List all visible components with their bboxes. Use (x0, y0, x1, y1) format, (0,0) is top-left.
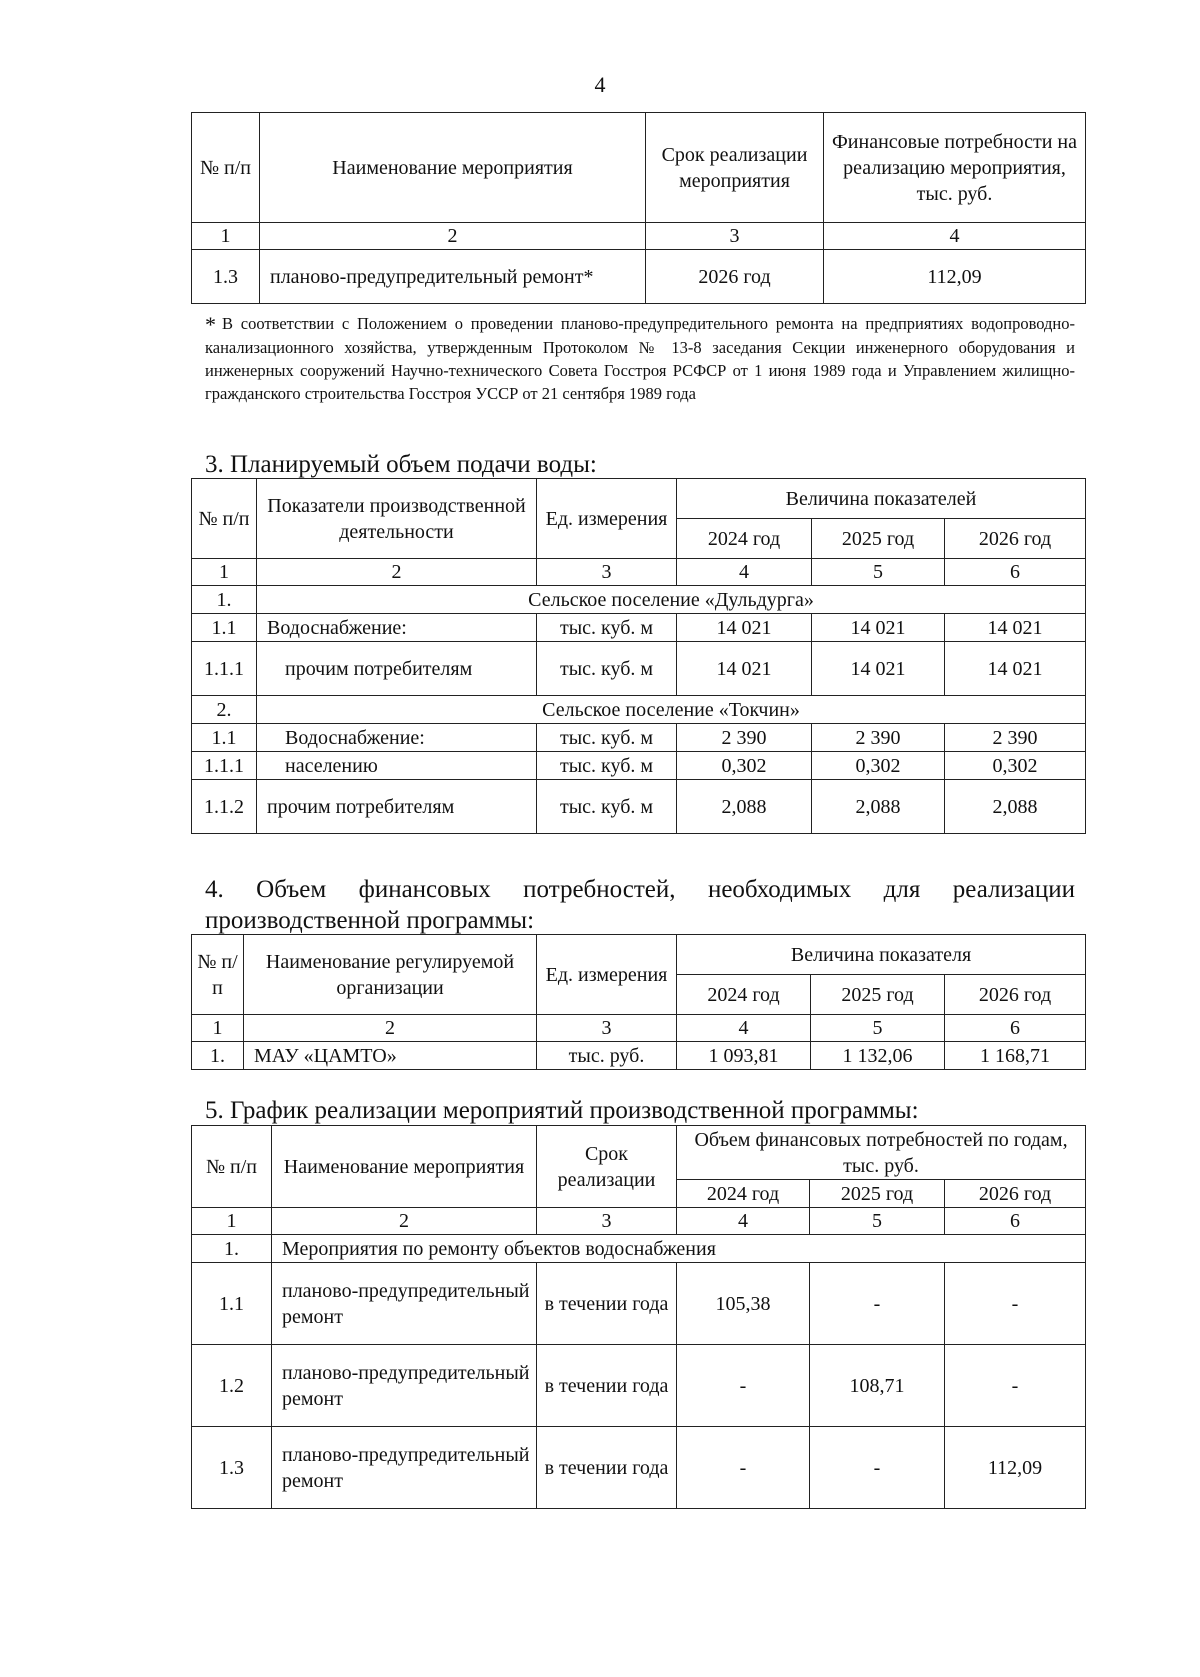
row-num: 1.1 (192, 1263, 272, 1345)
section-3-title: 3. Планируемый объем подачи воды: (205, 451, 597, 478)
row-name: населению (257, 752, 537, 780)
row-num: 1.1 (192, 614, 257, 642)
index-cell: 4 (824, 223, 1086, 250)
header-name: Наименование мероприятия (272, 1126, 537, 1208)
settlement-name: Сельское поселение «Токчин» (257, 696, 1086, 724)
header-year: 2025 год (812, 519, 945, 559)
header-year: 2025 год (811, 975, 945, 1015)
header-num: № п/п (192, 479, 257, 559)
header-values-group: Объем финансовых потребностей по годам, тыс. руб. (677, 1126, 1086, 1180)
row-value: 0,302 (677, 752, 812, 780)
header-year: 2026 год (945, 519, 1086, 559)
settlement-num: 1. (192, 586, 257, 614)
row-name-text: прочим потребителям (285, 657, 473, 680)
header-year: 2025 год (810, 1180, 945, 1208)
header-num: № п/п (192, 113, 260, 223)
row-value: 0,302 (812, 752, 945, 780)
row-num: 1. (192, 1042, 244, 1070)
group-num: 1. (192, 1235, 272, 1263)
index-cell: 2 (257, 559, 537, 586)
header-year: 2024 год (677, 1180, 810, 1208)
index-cell: 1 (192, 1015, 244, 1042)
row-name: планово-предупредительный ремонт* (260, 250, 646, 304)
row-unit: тыс. куб. м (537, 642, 677, 696)
header-name: Наименование мероприятия (260, 113, 646, 223)
index-cell: 2 (260, 223, 646, 250)
header-term: Срок реализации мероприятия (646, 113, 824, 223)
schedule-table (191, 1125, 1086, 1509)
row-term: в течении года (537, 1263, 677, 1345)
row-value: 112,09 (945, 1427, 1086, 1509)
index-cell: 1 (192, 559, 257, 586)
index-cell: 5 (812, 559, 945, 586)
row-name: Водоснабжение: (257, 614, 537, 642)
row-value: - (945, 1345, 1086, 1427)
header-indicator: Показатели производственной деятельности (257, 479, 537, 559)
row-value: 14 021 (945, 642, 1086, 696)
row-value: 2 390 (945, 724, 1086, 752)
index-cell: 3 (537, 1015, 677, 1042)
header-values-group: Величина показателей (677, 479, 1086, 519)
row-value: 14 021 (677, 642, 812, 696)
row-name (257, 642, 537, 696)
header-finance: Финансовые потребности на реализацию мероприятия, тыс. руб. (824, 113, 1086, 223)
footnote-star: * (205, 312, 216, 337)
row-num: 1.3 (192, 1427, 272, 1509)
page-number: 4 (594, 72, 606, 97)
row-value: - (677, 1427, 810, 1509)
row-value: 1 093,81 (677, 1042, 811, 1070)
index-cell: 6 (945, 1208, 1086, 1235)
header-year: 2024 год (677, 975, 811, 1015)
index-cell: 3 (537, 1208, 677, 1235)
header-year: 2026 год (945, 1180, 1086, 1208)
settlement-num: 2. (192, 696, 257, 724)
row-value: 105,38 (677, 1263, 810, 1345)
settlement-name: Сельское поселение «Дульдурга» (257, 586, 1086, 614)
header-unit: Ед. измерения (537, 479, 677, 559)
row-value: 112,09 (824, 250, 1086, 304)
row-unit: тыс. руб. (537, 1042, 677, 1070)
index-cell: 5 (810, 1208, 945, 1235)
header-num: № п/п (192, 935, 244, 1015)
row-name: Водоснабжение: (257, 724, 537, 752)
section-4-title: 4. Объем финансовых потребностей, необходимых для реализации производственной программы: (205, 876, 1075, 934)
row-value: 2,088 (812, 780, 945, 834)
footnote (205, 312, 1075, 405)
row-name: прочим потребителям (257, 780, 537, 834)
row-value: - (677, 1345, 810, 1427)
header-values-group: Величина показателя (677, 935, 1086, 975)
row-num: 1.1.1 (192, 752, 257, 780)
row-value: 2 390 (677, 724, 812, 752)
index-cell: 2 (244, 1015, 537, 1042)
row-num: 1.1.1 (192, 642, 257, 696)
section-5-title: 5. График реализации мероприятий производственной программы: (205, 1097, 919, 1124)
row-unit: тыс. куб. м (537, 614, 677, 642)
row-value: 14 021 (945, 614, 1086, 642)
index-cell: 4 (677, 559, 812, 586)
row-value: 1 168,71 (945, 1042, 1086, 1070)
index-cell: 6 (945, 1015, 1086, 1042)
finance-needs-table (191, 934, 1086, 1070)
row-value: 2 390 (812, 724, 945, 752)
row-value: - (810, 1427, 945, 1509)
header-year: 2026 год (945, 975, 1086, 1015)
row-value: 108,71 (810, 1345, 945, 1427)
row-term: в течении года (537, 1427, 677, 1509)
index-cell: 4 (677, 1208, 810, 1235)
footnote-text: В соответствии с Положением о проведении планово-предупредительного ремонта на предприятиях водопроводно-канализационного хозяйства, утвержденным Протоколом № 13-8 заседания Секции инженерного оборудования и инженерных сооружений Научно-технического Совета Госстроя РСФСР от 1 июня 1989 года и Управлением жилищно-гражданского строительства Госстроя УССР от 21 сентября 1989 года (205, 314, 1075, 403)
row-num: 1.1.2 (192, 780, 257, 834)
header-unit: Ед. измерения (537, 935, 677, 1015)
row-num: 1.3 (192, 250, 260, 304)
row-value: 14 021 (812, 642, 945, 696)
header-org: Наименование регулируемой организации (244, 935, 537, 1015)
index-cell: 3 (646, 223, 824, 250)
row-name: планово-предупредительный ремонт (272, 1263, 537, 1345)
index-cell: 1 (192, 223, 260, 250)
row-num: 1.1 (192, 724, 257, 752)
header-year: 2024 год (677, 519, 812, 559)
row-value: 2,088 (945, 780, 1086, 834)
header-num: № п/п (192, 1126, 272, 1208)
water-supply-table (191, 478, 1086, 834)
row-unit: тыс. куб. м (537, 752, 677, 780)
row-term: в течении года (537, 1345, 677, 1427)
index-cell: 6 (945, 559, 1086, 586)
index-cell: 3 (537, 559, 677, 586)
row-num: 1.2 (192, 1345, 272, 1427)
row-value: 14 021 (677, 614, 812, 642)
row-unit: тыс. куб. м (537, 724, 677, 752)
index-cell: 1 (192, 1208, 272, 1235)
measures-table-continued (191, 112, 1086, 304)
row-value: - (810, 1263, 945, 1345)
row-value: 1 132,06 (811, 1042, 945, 1070)
group-name: Мероприятия по ремонту объектов водоснабжения (272, 1235, 1086, 1263)
header-term: Срок реализации (537, 1126, 677, 1208)
index-cell: 5 (811, 1015, 945, 1042)
row-unit: тыс. куб. м (537, 780, 677, 834)
row-name: МАУ «ЦАМТО» (244, 1042, 537, 1070)
row-name: планово-предупредительный ремонт (272, 1345, 537, 1427)
index-cell: 2 (272, 1208, 537, 1235)
row-value: - (945, 1263, 1086, 1345)
row-value: 14 021 (812, 614, 945, 642)
index-cell: 4 (677, 1015, 811, 1042)
row-value: 0,302 (945, 752, 1086, 780)
row-term: 2026 год (646, 250, 824, 304)
row-name: планово-предупредительный ремонт (272, 1427, 537, 1509)
row-value: 2,088 (677, 780, 812, 834)
